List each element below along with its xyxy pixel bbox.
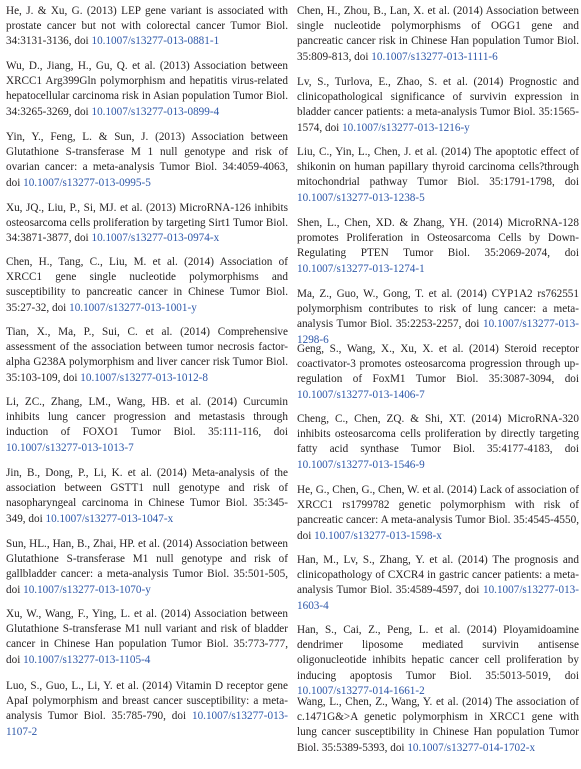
reference-entry — [297, 412, 579, 473]
doi-link[interactable]: 10.1007/s13277-013-1012-8 — [80, 371, 208, 384]
reference-entry — [6, 679, 288, 740]
doi-link[interactable]: 10.1007/s13277-013-1216-y — [342, 121, 470, 134]
reference-text: Cheng, C., Chen, ZQ. & Shi, XT. (2014) MicroRNA-320 inhibits osteosarcoma cells proliferation by directly targeting fatty acid synthase Tumor Biol. 35:4177-4183, doi — [297, 413, 579, 456]
reference-entry — [297, 623, 579, 699]
reference-text: Xu, W., Wang, F., Ying, L. et al. (2014) Association between Glutathione S-transferase M1 null variant and risk of bladder cancer in Chinese Han population Tumor Biol. 35:773-777, doi — [6, 608, 288, 666]
reference-text: Jin, B., Dong, P., Li, K. et al. (2014) Meta-analysis of the association between GSTT1 null genotype and risk of nasopharyngeal carcinoma in Chinese Tumor Biol. 35:345-349, doi — [6, 467, 288, 525]
doi-link[interactable]: 10.1007/s13277-013-1598-x — [314, 529, 442, 542]
reference-entry — [6, 395, 288, 456]
reference-text: Liu, C., Yin, L., Chen, J. et al. (2014) The apoptotic effect of shikonin on human papillary thyroid carcinoma cells?through mitochondrial pathway Tumor Biol. 35:1791-1798, doi — [297, 146, 579, 189]
doi-link[interactable]: 10.1007/s13277-013-1238-5 — [297, 191, 425, 204]
reference-entry — [6, 201, 288, 247]
reference-text: Geng, S., Wang, X., Xu, X. et al. (2014) Steroid receptor coactivator-3 promotes osteosarcoma progression through up-regulation of FoxM1 Tumor Biol. 35:3087-3094, doi — [297, 343, 579, 386]
doi-link[interactable]: 10.1007/s13277-013-1406-7 — [297, 388, 425, 401]
reference-text: Chen, H., Zhou, B., Lan, X. et al. (2014) Association between single nucleotide polymorphisms of OGG1 gene and pancreatic cancer risk in Chinese Han population Tumor Biol. 35:809-813, doi — [297, 5, 579, 63]
reference-entry — [6, 325, 288, 386]
doi-link[interactable]: 10.1007/s13277-014-1661-2 — [297, 684, 425, 697]
reference-text: Ma, Z., Guo, W., Gong, T. et al. (2014) CYP1A2 rs762551 polymorphism contributes to risk of lung cancer: a meta-analysis Tumor Biol. 35:2253-2257, doi — [297, 288, 579, 331]
reference-text: Chen, H., Tang, C., Liu, M. et al. (2014) Association of XRCC1 gene single nucleotide polymorphisms and susceptibility to pancreatic cancer in Chinese Tumor Biol. 35:27-32, doi — [6, 256, 288, 314]
reference-entry — [297, 695, 579, 756]
doi-link[interactable]: 10.1007/s13277-013-1111-6 — [371, 50, 498, 63]
reference-entry — [297, 483, 579, 544]
doi-link[interactable]: 10.1007/s13277-013-1298-6 — [297, 318, 579, 346]
reference-text: Shen, L., Chen, XD. & Zhang, YH. (2014) MicroRNA-128 promotes Proliferation in Osteosarcoma Cells by Down-Regulating PTEN Tumor Biol. 35:2069-2074, doi — [297, 217, 579, 260]
reference-entry — [6, 59, 288, 120]
doi-link[interactable]: 10.1007/s13277-013-1274-1 — [297, 262, 425, 275]
doi-link[interactable]: 10.1007/s13277-013-1070-y — [23, 583, 151, 596]
reference-entry — [6, 607, 288, 668]
reference-text: He, G., Chen, G., Chen, W. et al. (2014) Lack of association of XRCC1 rs1799782 genetic polymorphism with risk of pancreatic cancer: A meta-analysis Tumor Biol. 35:4545-4550, doi — [297, 484, 579, 542]
reference-entry — [6, 4, 288, 50]
reference-text: Wang, L., Chen, Z., Wang, Y. et al. (2014) The association of c.1471G&>A genetic polymorphism in XRCC1 gene with lung cancer susceptibility in Chinese Han population Tumor Biol. 35:5389-5393, doi — [297, 696, 579, 754]
doi-link[interactable]: 10.1007/s13277-013-0995-5 — [23, 176, 151, 189]
reference-text: Sun, HL., Han, B., Zhai, HP. et al. (2014) Association between Glutathione S-transferase M1 null genotype and risk of gallbladder cancer: a meta-analysis Tumor Biol. 35:501-505, doi — [6, 538, 288, 596]
reference-text: Luo, S., Guo, L., Li, Y. et al. (2014) Vitamin D receptor gene ApaI polymorphism and breast cancer susceptibility: a meta-analysis Tumor Biol. 35:785-790, doi — [6, 680, 288, 723]
reference-text: Han, M., Lv, S., Zhang, Y. et al. (2014) The prognosis and clinicopathology of CXCR4 in gastric cancer patients: a meta-analysis Tumor Biol. 35:4589-4597, doi — [297, 554, 579, 597]
doi-link[interactable]: 10.1007/s13277-013-1047-x — [45, 512, 174, 525]
doi-link[interactable]: 10.1007/s13277-013-0881-1 — [91, 35, 220, 48]
reference-text: Lv, S., Turlova, E., Zhao, S. et al. (2014) Prognostic and clinicopathological significance of survivin expression in bladder cancer patients: a meta-analysis Tumor Biol. 35:1565-1574, doi — [297, 76, 579, 134]
reference-text: Yin, Y., Feng, L. & Sun, J. (2013) Association between Glutathione S-transferase M 1 null genotype and risk of ovarian cancer: a meta-analysis Tumor Biol. 34:4059-4063, doi — [6, 131, 288, 189]
doi-link[interactable]: 10.1007/s13277-013-1001-y — [69, 301, 197, 314]
reference-text: Li, ZC., Zhang, LM., Wang, HB. et al. (2014) Curcumin inhibits lung cancer progression and metastasis through induction of FOXO1 Tumor Biol. 35:111-116, doi — [6, 396, 288, 439]
reference-entry — [6, 255, 288, 316]
reference-text: He, J. & Xu, G. (2013) LEP gene variant is associated with prostate cancer but not with colorectal cancer Tumor Biol. 34:3131-3136, doi — [6, 5, 288, 48]
reference-entry — [6, 466, 288, 527]
reference-entry — [297, 287, 579, 348]
reference-text: Wu, D., Jiang, H., Gu, Q. et al. (2013) Association between XRCC1 Arg399Gln polymorphism and hepatitis virus-related hepatocellular carcinoma risk in Asian population Tumor Biol. 34:3265-3269, doi — [6, 60, 288, 118]
doi-link[interactable]: 10.1007/s13277-013-1603-4 — [297, 584, 579, 612]
reference-entry — [297, 4, 579, 65]
reference-entry — [6, 130, 288, 191]
doi-link[interactable]: 10.1007/s13277-014-1702-x — [407, 741, 536, 754]
reference-text: Han, S., Cai, Z., Peng, L. et al. (2014) Ployamidoamine dendrimer liposome mediated survivin antisense oligonucleotide inhibits hepatic cancer cell proliferation by inducing apoptosis Tumor Biol. 35:5013-5019, doi — [297, 624, 579, 682]
reference-entry — [297, 342, 579, 403]
doi-link[interactable]: 10.1007/s13277-013-1107-2 — [6, 710, 288, 738]
reference-entry — [297, 216, 579, 277]
doi-link[interactable]: 10.1007/s13277-013-0974-x — [91, 232, 220, 245]
doi-link[interactable]: 10.1007/s13277-013-1105-4 — [23, 653, 151, 666]
doi-link[interactable]: 10.1007/s13277-013-0899-4 — [91, 105, 220, 118]
reference-entry — [297, 145, 579, 206]
reference-entry — [297, 553, 579, 614]
doi-link[interactable]: 10.1007/s13277-013-1546-9 — [297, 458, 425, 471]
reference-entry — [6, 537, 288, 598]
doi-link[interactable]: 10.1007/s13277-013-1013-7 — [6, 441, 134, 454]
reference-entry — [297, 75, 579, 136]
reference-text: Tian, X., Ma, P., Sui, C. et al. (2014) Comprehensive assessment of the association between tumor necrosis factor-alpha G238A polymorphism and liver cancer risk Tumor Biol. 35:103-109, doi — [6, 326, 288, 384]
reference-text: Xu, JQ., Liu, P., Si, MJ. et al. (2013) MicroRNA-126 inhibits osteosarcoma cells proliferation by targeting Sirt1 Tumor Biol. 34:3871-3877, doi — [6, 202, 288, 245]
